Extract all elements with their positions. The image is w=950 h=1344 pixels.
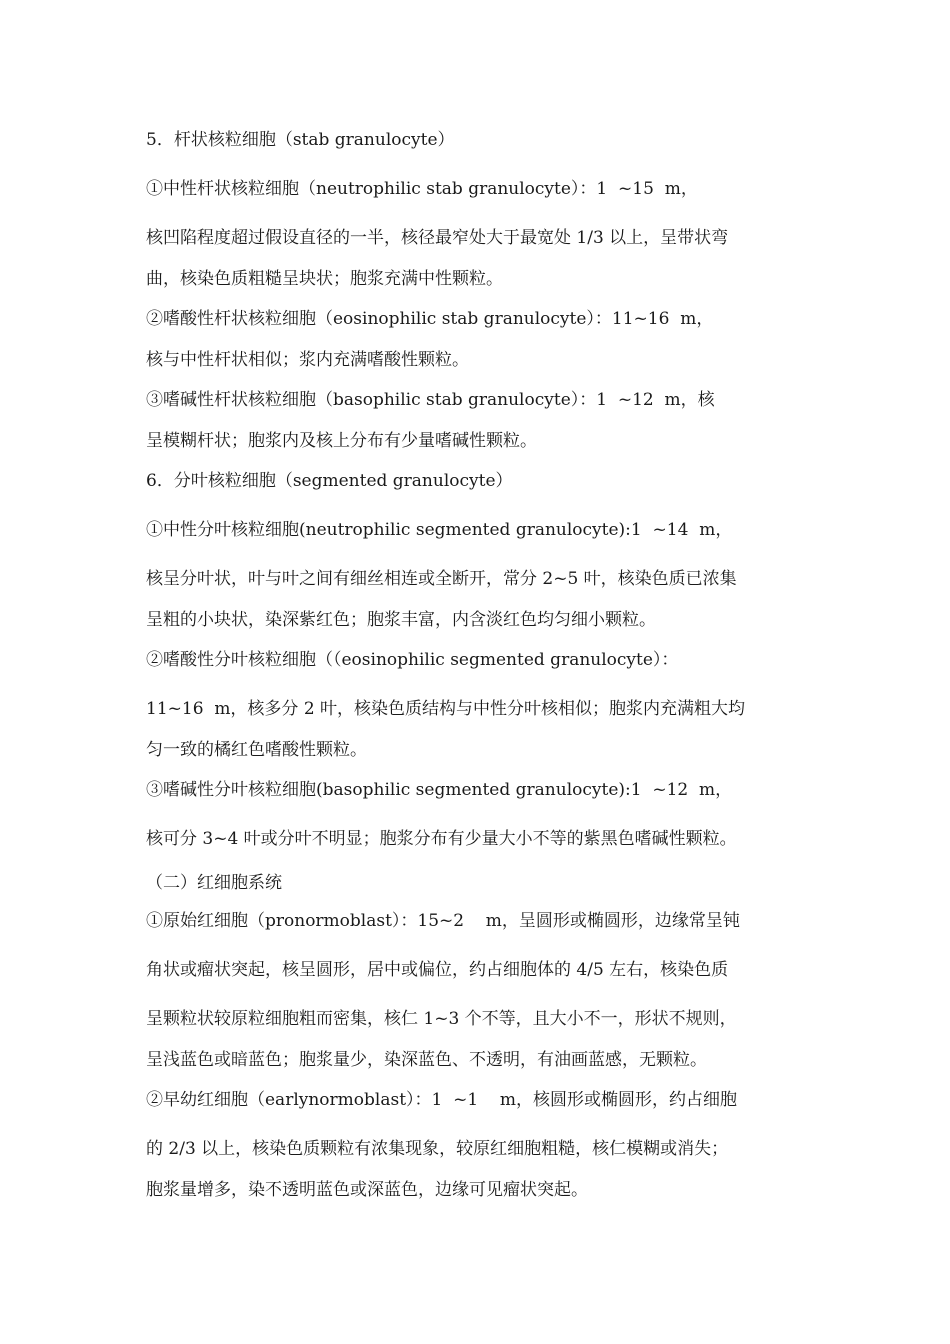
paragraph-line: 核凹陷程度超过假设直径的一半，核径最窄处大于最宽处 1/3 以上，呈带状弯 [146, 228, 729, 248]
paragraph-line: 呈浅蓝色或暗蓝色；胞浆量少，染深蓝色、不透明，有油画蓝感，无颗粒。 [146, 1050, 707, 1070]
paragraph-line: 曲，核染色质粗糙呈块状；胞浆充满中性颗粒。 [146, 269, 503, 289]
paragraph-line: 核呈分叶状，叶与叶之间有细丝相连或全断开，常分 2~5 叶，核染色质已浓集 [146, 569, 737, 589]
paragraph-line: 核可分 3~4 叶或分叶不明显；胞浆分布有少量大小不等的紫黑色嗜碱性颗粒。 [146, 829, 737, 849]
paragraph-line: ①中性分叶核粒细胞(neutrophilic segmented granulocyte):1 ~14 m， [146, 520, 733, 540]
paragraph-line: 呈颗粒状较原粒细胞粗而密集，核仁 1~3 个不等，且大小不一，形状不规则， [146, 1009, 737, 1029]
paragraph-line: 核与中性杆状相似；浆内充满嗜酸性颗粒。 [146, 350, 469, 370]
paragraph-line: 胞浆量增多，染不透明蓝色或深蓝色，边缘可见瘤状突起。 [146, 1180, 588, 1200]
paragraph-line: 匀一致的橘红色嗜酸性颗粒。 [146, 740, 367, 760]
paragraph-line: 角状或瘤状突起，核呈圆形，居中或偏位，约占细胞体的 4/5 左右，核染色质 [146, 960, 729, 980]
paragraph-line: ②嗜酸性杆状核粒细胞（eosinophilic stab granulocyte）：11~16 m， [146, 309, 714, 329]
section-heading-erythroid-system: （二）红细胞系统 [146, 873, 282, 893]
paragraph-line: ③嗜碱性分叶核粒细胞(basophilic segmented granulocyte):1 ~12 m， [146, 780, 733, 800]
paragraph-line: 11~16 m，核多分 2 叶，核染色质结构与中性分叶核相似；胞浆内充满粗大均 [146, 699, 746, 719]
paragraph-line: ③嗜碱性杆状核粒细胞（basophilic stab granulocyte）：1 ~12 m，核 [146, 390, 715, 410]
paragraph-line: 的 2/3 以上，核染色质颗粒有浓集现象，较原红细胞粗糙，核仁模糊或消失； [146, 1139, 729, 1159]
paragraph-line: ②早幼红细胞（earlynormoblast）：1 ~1 m，核圆形或椭圆形，约占细胞 [146, 1090, 737, 1110]
paragraph-line: 呈粗的小块状，染深紫红色；胞浆丰富，内含淡红色均匀细小颗粒。 [146, 610, 656, 630]
paragraph-line: 呈模糊杆状；胞浆内及核上分布有少量嗜碱性颗粒。 [146, 431, 537, 451]
paragraph-line: ①中性杆状核粒细胞（neutrophilic stab granulocyte）：1 ~15 m， [146, 179, 698, 199]
section-heading-stab-granulocyte: 5．杆状核粒细胞（stab granulocyte） [146, 130, 455, 150]
paragraph-line: ①原始红细胞（pronormoblast）：15~2 m，呈圆形或椭圆形，边缘常呈钝 [146, 911, 740, 931]
paragraph-line: ②嗜酸性分叶核粒细胞（（eosinophilic segmented granulocyte）： [146, 650, 679, 670]
section-heading-segmented-granulocyte: 6．分叶核粒细胞（segmented granulocyte） [146, 471, 513, 491]
